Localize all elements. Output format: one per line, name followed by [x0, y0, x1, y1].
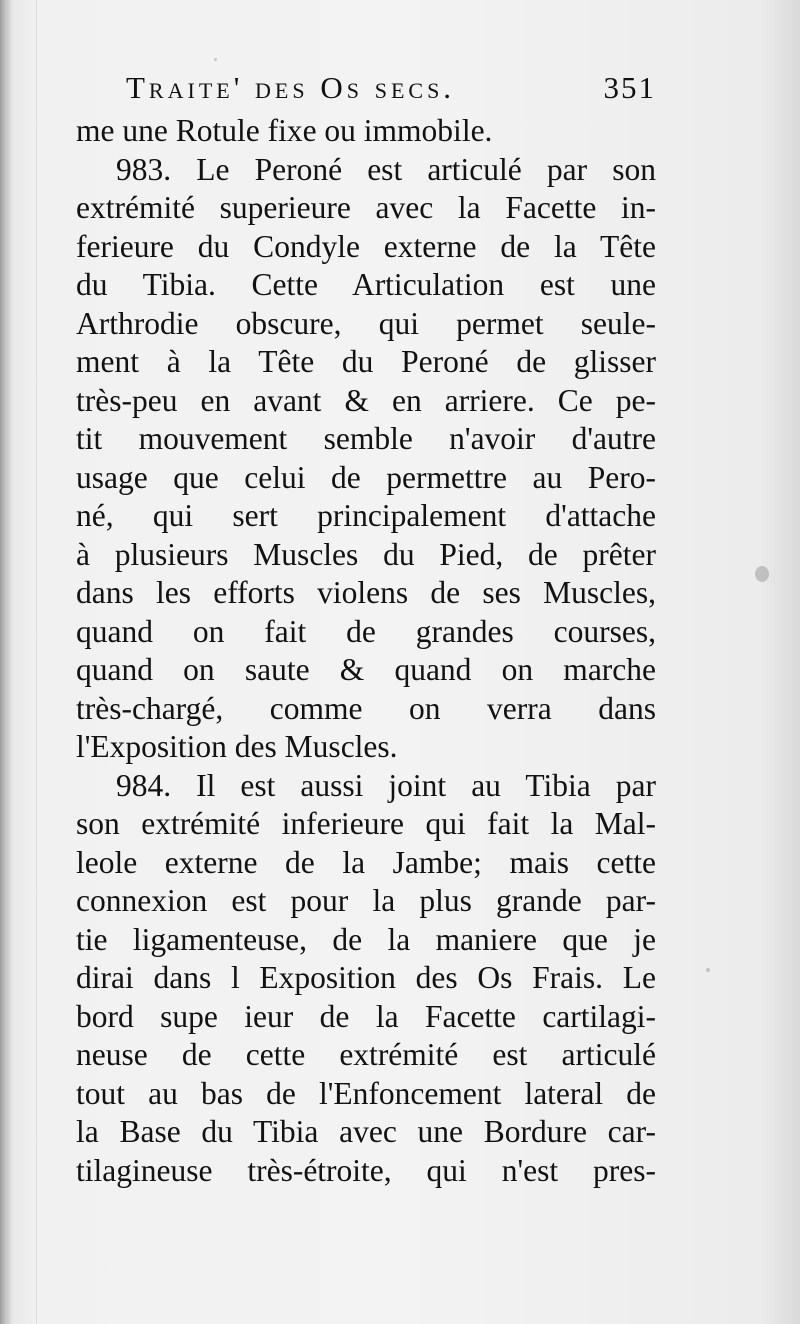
- page-number: 351: [603, 70, 656, 105]
- page-gutter-shadow: [0, 0, 12, 1324]
- text-line: tout au bas de l'Enfoncement lateral de: [76, 1075, 656, 1111]
- text-line: très-peu en avant & en arriere. Ce pe-: [76, 382, 656, 418]
- text-line: Arthrodie obscure, qui permet seule-: [76, 305, 656, 341]
- text-line: du Tibia. Cette Articulation est une: [76, 267, 656, 302]
- text-line: né, qui sert principalement d'attache: [76, 498, 656, 533]
- paper-blemish: [214, 58, 217, 61]
- running-title: Traite' des Os secs.: [126, 70, 456, 105]
- text-line: 984. Il est aussi joint au Tibia par: [116, 767, 656, 803]
- text-line: dans les efforts violens de ses Muscles,: [76, 575, 656, 610]
- text-line: connexion est pour la plus grande par-: [76, 883, 656, 918]
- text-line: tilagineuse très-étroite, qui n'est pres-: [76, 1152, 656, 1188]
- text-line: ferieure du Condyle externe de la Tête: [76, 228, 656, 264]
- text-line: son extrémité inferieure qui fait la Mal-: [76, 806, 656, 841]
- text-line: usage que celui de permettre au Pero-: [76, 459, 656, 495]
- text-line: tit mouvement semble n'avoir d'autre: [76, 421, 656, 456]
- text-line: dirai dans l Exposition des Os Frais. Le: [76, 960, 656, 995]
- text-line: quand on saute & quand on marche: [76, 652, 656, 687]
- text-line: ment à la Tête du Peroné de glisser: [76, 344, 656, 379]
- text-line: très-chargé, comme on verra dans: [76, 690, 656, 726]
- text-line: quand on fait de grandes courses,: [76, 613, 656, 649]
- text-line: bord supe ieur de la Facette cartilagi-: [76, 998, 656, 1034]
- body-text: [76, 112, 656, 1190]
- page-header: [126, 70, 656, 114]
- text-line: extrémité superieure avec la Facette in-: [76, 190, 656, 225]
- text-line: à plusieurs Muscles du Pied, de prêter: [76, 536, 656, 572]
- text-line: neuse de cette extrémité est articulé: [76, 1037, 656, 1072]
- paper-blemish: [706, 968, 710, 972]
- text-line: l'Exposition des Muscles.: [76, 729, 398, 764]
- paper-blemish: [755, 566, 769, 582]
- page-fold-line: [36, 0, 37, 1324]
- text-line: leole externe de la Jambe; mais cette: [76, 844, 656, 880]
- text-line: tie ligamenteuse, de la maniere que je: [76, 921, 656, 957]
- text-line: me une Rotule fixe ou immobile.: [76, 113, 493, 148]
- text-line: la Base du Tibia avec une Bordure car-: [76, 1114, 656, 1149]
- text-line: 983. Le Peroné est articulé par son: [116, 151, 656, 187]
